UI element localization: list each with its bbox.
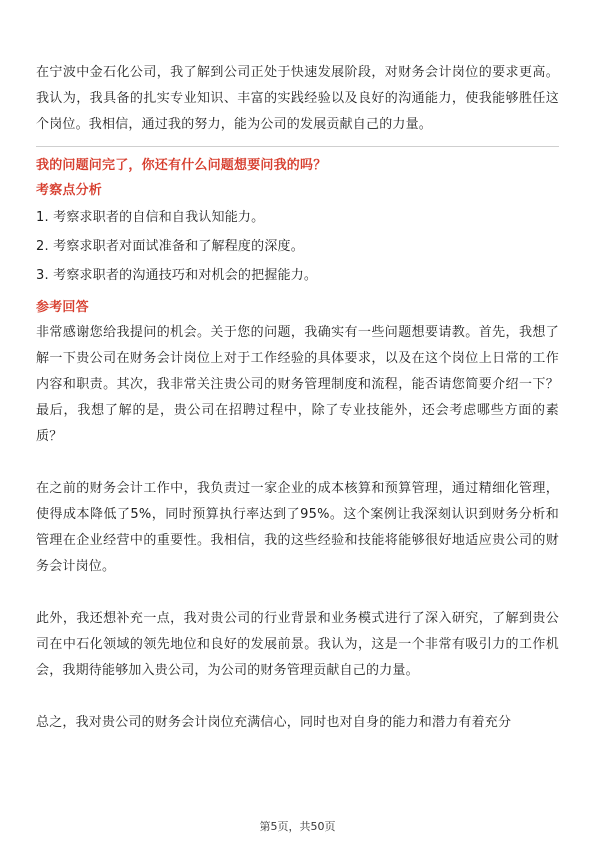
analysis-item: 1. 考察求职者的自信和自我认知能力。 — [36, 210, 265, 225]
section-divider — [36, 146, 559, 147]
reference-title: 参考回答 — [36, 300, 89, 315]
question-heading: 我的问题问完了，你还有什么问题想要问我的吗？ — [36, 158, 327, 173]
analysis-item: 2. 考察求职者对面试准备和了解程度的深度。 — [36, 239, 304, 254]
page-number-footer: 第5页，共50页 — [259, 820, 336, 833]
reference-paragraph: 在之前的财务会计工作中，我负责过一家企业的成本核算和预算管理，通过精细化管理，使得成本降低了5%，同时预算执行率达到了95%。这个案例让我深刻认识到财务分析和管理在企业经营中的重要性。我相信，我的这些经验和技能将能够很好地适应贵公司的财务会计岗位。 — [36, 481, 559, 574]
reference-paragraph: 此外，我还想补充一点，我对贵公司的行业背景和业务模式进行了深入研究，了解到贵公司在中石化领域的领先地位和良好的发展前景。我认为，这是一个非常有吸引力的工作机会，我期待能够加入贵公司，为公司的财务管理贡献自己的力量。 — [36, 611, 559, 678]
document-page — [36, 60, 559, 736]
analysis-title: 考察点分析 — [36, 183, 103, 198]
paragraph-gap — [36, 450, 559, 476]
reference-paragraph: 非常感谢您给我提问的机会。关于您的问题，我确实有一些问题想要请教。首先，我想了解一下贵公司在财务会计岗位上对于工作经验的具体要求，以及在这个岗位上日常的工作内容和职责。其次，我非常关注贵公司的财务管理制度和流程，能否请您简要介绍一下？最后，我想了解的是，贵公司在招聘过程中，除了专业技能外，还会考虑哪些方面的素质？ — [36, 325, 559, 444]
intro-paragraph: 在宁波中金石化公司，我了解到公司正处于快速发展阶段，对财务会计岗位的要求更高。我认为，我具备的扎实专业知识、丰富的实践经验以及良好的沟通能力，使我能够胜任这个岗位。我相信，通过我的努力，能为公司的发展贡献自己的力量。 — [36, 65, 559, 132]
paragraph-gap — [36, 684, 559, 710]
paragraph-gap — [36, 580, 559, 606]
analysis-item: 3. 考察求职者的沟通技巧和对机会的把握能力。 — [36, 268, 318, 283]
reference-paragraph: 总之，我对贵公司的财务会计岗位充满信心，同时也对自身的能力和潜力有着充分 — [36, 715, 512, 730]
